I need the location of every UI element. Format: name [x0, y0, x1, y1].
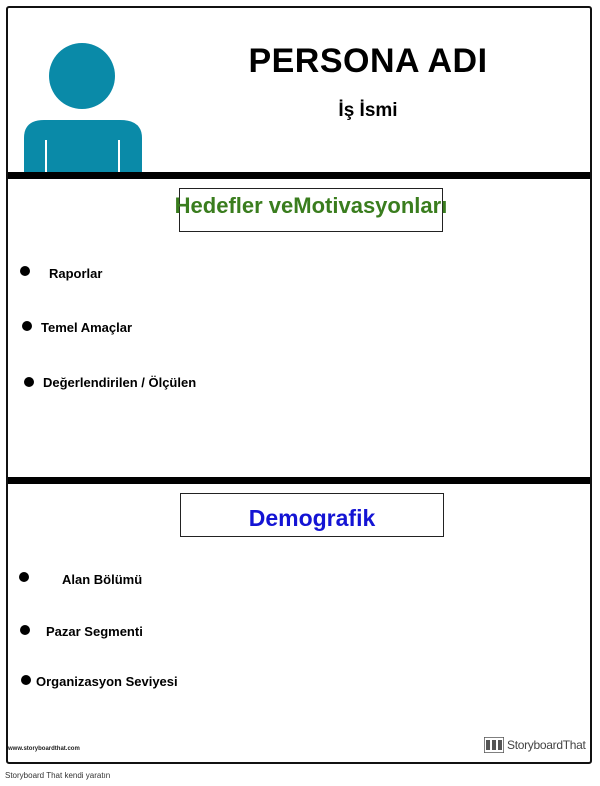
section-divider — [8, 477, 590, 484]
section-divider — [8, 172, 590, 179]
storyboard-logo-icon — [484, 737, 504, 753]
bullet-icon — [20, 625, 30, 635]
persona-card — [6, 6, 592, 764]
bullet-icon — [19, 572, 29, 582]
demographics-heading: Demografik — [248, 505, 376, 531]
brand-text: StoryboardThat — [507, 738, 586, 752]
demographics-item-field-department: Alan Bölümü — [62, 572, 143, 587]
bullet-icon — [22, 321, 32, 331]
job-title: İş İsmi — [338, 100, 398, 121]
demographics-item-market-segment: Pazar Segmenti — [46, 624, 143, 639]
bullet-icon — [21, 675, 31, 685]
persona-name: PERSONA ADI — [248, 42, 488, 80]
goals-heading: Hedefler veMotivasyonları — [174, 193, 448, 218]
goals-item-reports: Raporlar — [49, 266, 103, 281]
bullet-icon — [20, 266, 30, 276]
bullet-icon — [24, 377, 34, 387]
goals-item-core-goals: Temel Amaçlar — [41, 320, 133, 335]
person-avatar-icon — [24, 34, 142, 178]
demographics-item-organization-level: Organizasyon Seviyesi — [36, 674, 178, 689]
brand-logo — [484, 736, 586, 754]
footer-url[interactable]: www.storyboardthat.com — [8, 746, 80, 752]
goals-item-measured: Değerlendirilen / Ölçülen — [43, 375, 197, 390]
create-your-own-caption[interactable]: Storyboard That kendi yaratın — [5, 771, 111, 780]
